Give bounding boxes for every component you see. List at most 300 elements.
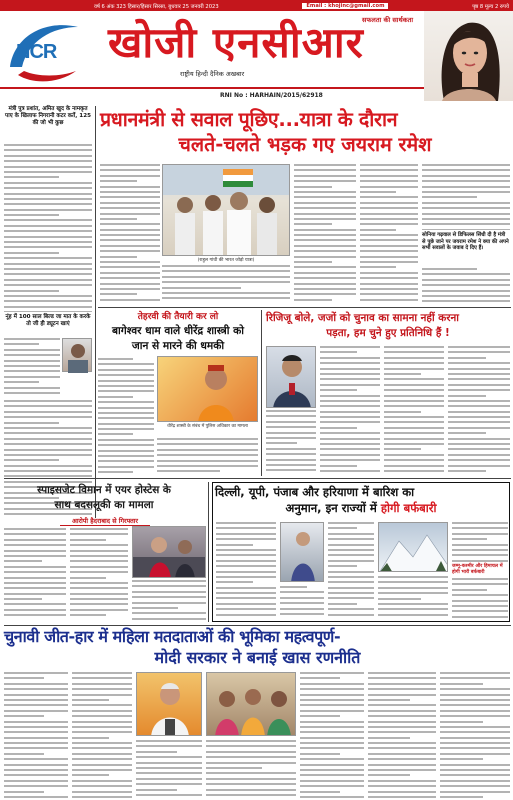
text-line <box>300 764 364 766</box>
text-line <box>328 522 374 524</box>
text-line <box>216 522 276 524</box>
text-line <box>440 672 510 674</box>
text-line <box>100 250 160 252</box>
text-line <box>294 256 356 258</box>
story5-article-col-2 <box>280 586 324 618</box>
text-line <box>132 612 206 614</box>
text-line <box>280 608 324 610</box>
text-line <box>98 401 154 403</box>
text-line <box>72 672 132 674</box>
text-line <box>294 293 356 295</box>
text-line <box>422 180 510 182</box>
text-line <box>384 470 444 472</box>
text-line <box>422 169 510 171</box>
text-line <box>384 362 444 364</box>
text-line <box>266 469 316 471</box>
text-line <box>72 683 132 685</box>
text-line <box>136 751 177 753</box>
text-line <box>157 460 258 462</box>
text-line <box>422 196 477 198</box>
text-line <box>4 214 59 216</box>
text-line <box>100 213 160 215</box>
text-line <box>162 270 290 272</box>
lead-side-headline: सोनिया गढ़वाल से डिफिलस सिंधी दी है मंत्री से पूछे जाने पर जयराम रमेश ने क्या की अपने सभी सवालों के जवाब दे दिए हैं। <box>422 232 509 252</box>
story3-article-col-3 <box>384 346 444 474</box>
text-line <box>4 225 92 227</box>
story2-headline-line-3: जान से मारने की धमकी <box>131 340 225 352</box>
lead-article-col-4 <box>360 164 418 304</box>
story6-photo-2 <box>206 672 296 736</box>
text-line <box>4 257 92 259</box>
text-line <box>4 737 68 739</box>
text-line <box>100 196 160 198</box>
text-line <box>452 589 487 591</box>
text-line <box>294 207 356 209</box>
text-line <box>4 704 68 706</box>
text-line <box>4 593 66 595</box>
text-line <box>440 769 510 771</box>
text-line <box>157 465 258 467</box>
text-line <box>72 758 132 760</box>
text-line <box>4 219 92 221</box>
text-line <box>440 715 510 717</box>
story5-article-col-1 <box>216 522 276 618</box>
text-line <box>280 586 307 588</box>
story2-photo <box>157 356 258 422</box>
text-line <box>300 694 364 696</box>
text-line <box>368 683 436 685</box>
text-line <box>132 618 206 620</box>
text-line <box>384 448 421 450</box>
text-line <box>384 427 444 429</box>
text-line <box>368 742 436 744</box>
text-line <box>294 175 356 177</box>
text-line <box>452 578 508 580</box>
text-line <box>360 169 418 171</box>
text-line <box>98 460 154 462</box>
text-line <box>328 597 374 599</box>
text-line <box>448 373 510 375</box>
text-line <box>378 614 448 616</box>
story3-article-col-4 <box>448 346 510 474</box>
text-line <box>157 443 258 445</box>
saint-portrait-photo-icon <box>158 357 258 422</box>
text-line <box>4 349 60 351</box>
text-line <box>4 550 66 552</box>
text-line <box>320 443 380 445</box>
text-line <box>300 769 364 771</box>
text-line <box>378 592 448 594</box>
text-line <box>360 239 418 241</box>
lead-article-col-3 <box>294 164 356 304</box>
text-line <box>266 421 316 423</box>
text-line <box>70 614 106 616</box>
story4-article-col-2 <box>70 528 128 620</box>
text-line <box>72 694 132 696</box>
text-line <box>206 794 296 796</box>
text-line <box>98 412 154 414</box>
text-line <box>100 256 137 258</box>
text-line <box>4 774 68 776</box>
text-line <box>132 607 178 609</box>
text-line <box>320 454 380 456</box>
text-line <box>216 603 276 605</box>
text-line <box>300 780 364 782</box>
tagline-right: सफलता की सार्थकता <box>362 16 414 24</box>
text-line <box>216 549 276 551</box>
text-line <box>368 764 436 766</box>
text-line <box>448 346 510 348</box>
text-line <box>216 587 276 589</box>
text-line <box>328 538 374 540</box>
text-line <box>266 437 316 439</box>
story5-headline-red: होगी बर्फबारी <box>380 501 437 515</box>
text-line <box>216 565 276 567</box>
text-line <box>422 229 510 230</box>
text-line <box>368 699 410 701</box>
text-line <box>4 721 68 723</box>
story5-photo-1 <box>280 522 324 582</box>
masthead-rule <box>0 87 424 89</box>
issue-info: वर्ष 6 अंक 323 हिसार/हिसार सिरसा, बुधवार 25 जनवरी 2023 <box>94 3 219 10</box>
text-line <box>360 186 418 188</box>
text-line <box>98 423 154 425</box>
leader-speech-photo-icon <box>137 673 202 736</box>
text-line <box>4 465 92 467</box>
text-line <box>440 785 510 787</box>
text-line <box>100 207 160 209</box>
text-line <box>328 565 357 567</box>
text-line <box>368 785 436 787</box>
text-line <box>98 363 154 365</box>
text-line <box>448 411 510 413</box>
text-line <box>4 381 39 383</box>
text-line <box>448 400 510 402</box>
text-line <box>72 753 132 755</box>
lead-photo-caption: (राहुल गांधी की भारत जोड़ो यात्रा) <box>197 258 255 263</box>
text-line <box>216 592 276 594</box>
text-line <box>440 688 510 690</box>
text-line <box>4 758 68 760</box>
text-line <box>440 758 483 760</box>
text-line <box>360 256 418 258</box>
text-line <box>320 470 380 472</box>
text-line <box>206 767 262 769</box>
text-line <box>378 603 448 605</box>
text-line <box>448 470 486 472</box>
text-line <box>448 421 510 423</box>
text-line <box>300 753 340 755</box>
lead-article-col-5b <box>422 268 510 304</box>
rni-number: RNI No : HARHAIN/2015/62918 <box>220 92 323 99</box>
text-line <box>448 432 486 434</box>
text-line <box>100 164 160 166</box>
text-line <box>162 265 290 267</box>
text-line <box>4 166 92 168</box>
text-line <box>360 218 418 220</box>
text-line <box>440 791 510 793</box>
text-line <box>266 415 316 417</box>
text-line <box>320 416 380 418</box>
text-line <box>4 263 92 265</box>
text-line <box>452 560 508 562</box>
text-line <box>440 747 510 749</box>
text-line <box>294 169 356 171</box>
text-line <box>300 704 364 706</box>
text-line <box>216 571 276 573</box>
text-line <box>328 549 374 551</box>
text-line <box>422 207 510 209</box>
text-line <box>4 149 92 151</box>
text-line <box>4 683 68 685</box>
text-line <box>440 683 483 685</box>
text-line <box>360 202 418 204</box>
text-line <box>328 576 374 578</box>
text-line <box>100 239 160 241</box>
text-line <box>422 290 510 292</box>
email-info: Email : khojinc@gmail.com <box>302 3 388 9</box>
text-line <box>384 368 444 370</box>
text-line <box>100 277 160 279</box>
text-line <box>328 527 357 529</box>
text-line <box>98 385 154 387</box>
text-line <box>328 544 374 546</box>
text-line <box>384 443 444 445</box>
newspaper-title: खोजी एनसीआर <box>108 18 364 67</box>
text-line <box>206 745 296 747</box>
text-line <box>4 539 66 541</box>
snow-mountain-photo-icon <box>379 523 448 572</box>
text-line <box>98 471 133 473</box>
text-line <box>70 539 106 541</box>
text-line <box>72 688 132 690</box>
text-line <box>452 610 508 612</box>
text-line <box>162 292 290 294</box>
text-line <box>72 747 132 749</box>
story5-article-col-3 <box>328 522 374 618</box>
text-line <box>384 438 444 440</box>
text-line <box>300 710 364 712</box>
text-line <box>216 576 276 578</box>
text-line <box>266 442 297 444</box>
text-line <box>98 450 154 452</box>
text-line <box>440 704 510 706</box>
text-line <box>384 395 444 397</box>
text-line <box>4 311 92 312</box>
story4-article-col-1 <box>4 528 66 620</box>
text-line <box>360 164 418 166</box>
text-line <box>266 426 316 428</box>
text-line <box>384 459 444 461</box>
text-line <box>422 175 510 177</box>
text-line <box>300 796 364 798</box>
text-line <box>368 710 436 712</box>
text-line <box>4 241 92 243</box>
text-line <box>440 726 510 728</box>
text-line <box>452 538 487 540</box>
text-line <box>70 609 128 611</box>
text-line <box>384 351 444 353</box>
text-line <box>216 554 276 556</box>
text-line <box>368 721 436 723</box>
text-line <box>4 273 92 275</box>
text-line <box>4 246 92 248</box>
text-line <box>422 213 510 215</box>
text-line <box>216 581 253 583</box>
text-line <box>72 726 132 728</box>
text-line <box>4 582 66 584</box>
text-line <box>4 726 68 728</box>
text-line <box>206 783 296 785</box>
text-line <box>216 597 276 599</box>
lead-headline-line-1: प्रधानमंत्री से सवाल पूछिए...यात्रा के दौरान <box>100 108 398 131</box>
story6-article-col-2 <box>72 672 132 798</box>
text-line <box>216 560 276 562</box>
text-line <box>378 608 448 610</box>
text-line <box>294 196 356 198</box>
text-line <box>206 772 296 774</box>
text-line <box>360 245 418 247</box>
text-line <box>70 555 128 557</box>
text-line <box>320 362 380 364</box>
text-line <box>4 432 92 434</box>
text-line <box>132 596 206 598</box>
text-line <box>100 293 137 295</box>
text-line <box>448 427 510 429</box>
text-line <box>4 354 60 356</box>
text-line <box>266 410 316 412</box>
text-line <box>360 250 418 252</box>
text-line <box>136 772 202 774</box>
text-line <box>4 571 66 573</box>
text-line <box>320 395 380 397</box>
story2-3-bottom-rule <box>4 478 511 479</box>
text-line <box>384 389 444 391</box>
text-line <box>300 785 364 787</box>
text-line <box>440 796 483 798</box>
text-line <box>4 392 60 394</box>
text-line <box>4 699 68 701</box>
text-line <box>300 737 364 739</box>
text-line <box>206 756 296 758</box>
text-line <box>98 390 154 392</box>
text-line <box>368 747 436 749</box>
text-line <box>4 155 92 157</box>
text-line <box>320 459 380 461</box>
text-line <box>100 186 160 188</box>
text-line <box>440 764 510 766</box>
text-line <box>360 261 418 263</box>
text-line <box>422 164 510 166</box>
text-line <box>4 560 42 562</box>
text-line <box>320 448 380 450</box>
text-line <box>452 600 508 602</box>
text-line <box>4 411 92 413</box>
text-line <box>4 236 92 238</box>
text-line <box>294 245 356 247</box>
text-line <box>422 279 510 281</box>
text-line <box>157 454 258 456</box>
text-line <box>4 198 92 200</box>
text-line <box>448 443 510 445</box>
text-line <box>4 609 66 611</box>
text-line <box>294 218 356 220</box>
story6-article-col-1 <box>4 672 68 798</box>
text-line <box>72 774 109 776</box>
text-line <box>132 591 206 593</box>
text-line <box>360 277 418 279</box>
text-line <box>162 297 290 299</box>
portrait-image-icon <box>424 11 513 101</box>
text-line <box>422 223 510 225</box>
text-line <box>266 464 316 466</box>
text-line <box>440 721 483 723</box>
text-line <box>328 560 374 562</box>
text-line <box>4 614 66 616</box>
story6-headline-line-2: मोदी सरकार ने बनाई खास रणनीति <box>154 648 361 667</box>
text-line <box>206 762 296 764</box>
left-column-divider <box>95 106 96 518</box>
text-line <box>452 616 508 618</box>
text-line <box>136 762 202 764</box>
text-line <box>328 581 374 583</box>
text-line <box>360 180 418 182</box>
text-line <box>294 180 356 182</box>
text-line <box>4 360 60 362</box>
text-line <box>360 196 418 198</box>
text-line <box>4 688 68 690</box>
story5-snow-photo <box>378 522 448 572</box>
story4-kicker: आरोपी हैदराबाद से गिरफ्तार <box>60 516 150 526</box>
text-line <box>328 554 374 556</box>
text-line <box>448 459 510 461</box>
text-line <box>206 740 296 742</box>
text-line <box>136 783 202 785</box>
text-line <box>300 715 340 717</box>
text-line <box>157 449 258 451</box>
text-line <box>4 160 92 162</box>
text-line <box>4 295 92 297</box>
text-line <box>4 209 92 211</box>
text-line <box>300 677 340 679</box>
text-line <box>4 422 59 424</box>
text-line <box>368 677 436 679</box>
text-line <box>4 405 92 407</box>
text-line <box>378 598 421 600</box>
story2-headline-line-2: बागेश्वर धाम वाले धीरेंद्र शास्त्री को <box>111 325 245 337</box>
lead-story-bottom-rule <box>98 307 511 308</box>
story6-article-col-7 <box>440 672 510 798</box>
text-line <box>328 608 374 610</box>
text-line <box>4 268 92 270</box>
text-line <box>157 438 258 440</box>
story2-photo-caption: धीरेंद्र शास्त्री के संबंध में पुलिस अधिकार का मामला <box>167 424 248 429</box>
text-line <box>4 753 44 755</box>
text-line <box>422 191 510 193</box>
text-line <box>360 266 396 268</box>
text-line <box>422 268 477 270</box>
text-line <box>216 538 276 540</box>
text-line <box>360 288 418 290</box>
person-photo-icon <box>63 339 93 373</box>
story4-photo <box>132 526 206 578</box>
text-line <box>70 571 128 573</box>
text-line <box>100 180 137 182</box>
text-line <box>448 448 510 450</box>
text-line <box>448 465 510 467</box>
story5-article-col-4 <box>378 576 448 618</box>
text-line <box>98 466 154 468</box>
